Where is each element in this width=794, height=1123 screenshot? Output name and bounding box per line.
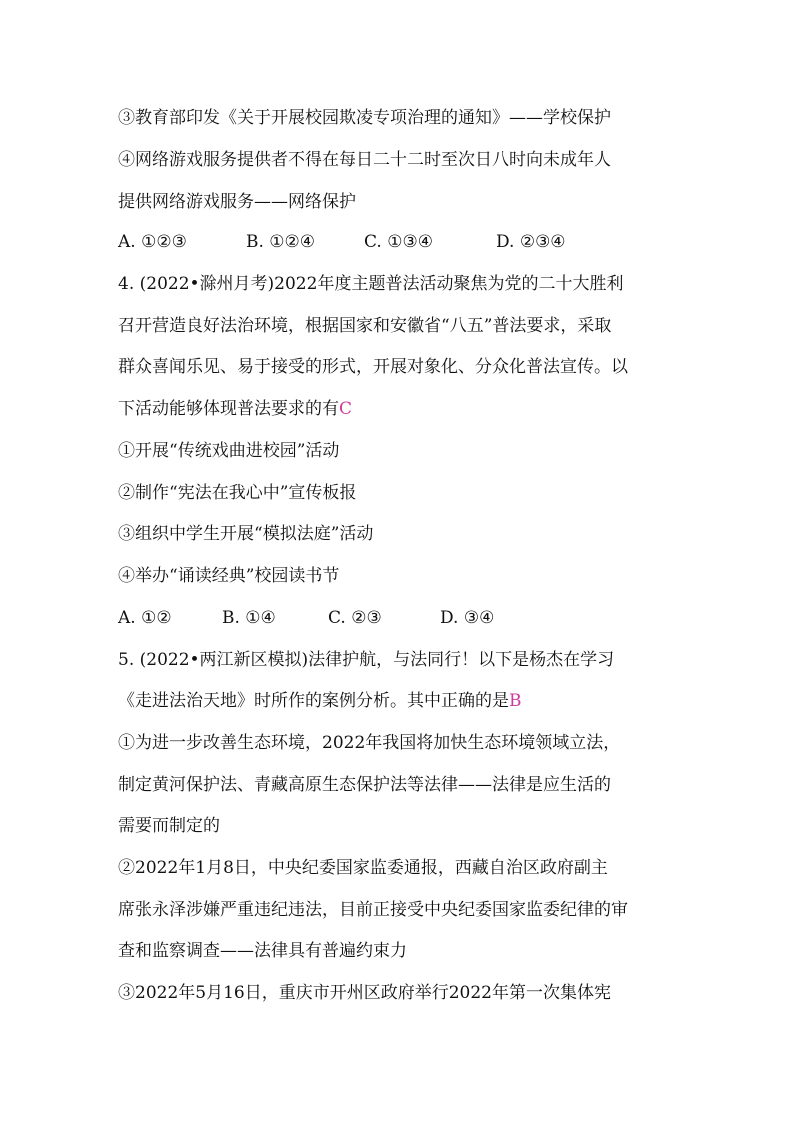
q4-option-c: C. ②③: [328, 608, 382, 628]
q4-stem-line-4: [118, 399, 352, 419]
q3-option-c: C. ①③④: [364, 232, 433, 252]
q5-stem-text: 《走进法治天地》时所作的案例分析。其中正确的是: [118, 691, 509, 711]
q3-option-a: A. ①②③: [118, 232, 187, 252]
q4-option-a: A. ①②: [118, 608, 172, 628]
q4-item-2: ②制作“宪法在我心中”宣传板报: [118, 483, 357, 503]
q3-item-3: ③教育部印发《关于开展校园欺凌专项治理的通知》——学校保护: [118, 108, 611, 128]
q4-stem-line-2: 召开营造良好法治环境，根据国家和安徽省“八五”普法要求，采取: [118, 316, 612, 336]
q3-item-4-line-2: 提供网络游戏服务——网络保护: [118, 192, 356, 212]
q4-item-1: ①开展“传统戏曲进校园”活动: [118, 441, 340, 461]
q5-item-1-line-1: ①为进一步改善生态环境，2022年我国将加快生态环境领域立法，: [118, 733, 621, 753]
q4-options: [118, 608, 494, 628]
q4-option-d: D. ③④: [440, 608, 495, 628]
q3-options: [118, 232, 566, 252]
q3-item-4-line-1: ④网络游戏服务提供者不得在每日二十二时至次日八时向未成年人: [118, 150, 611, 170]
q5-item-2-line-2: 席张永泽涉嫌严重违纪违法，目前正接受中央纪委国家监委纪律的审: [118, 900, 628, 920]
q5-item-2-line-3: 查和监察调查——法律具有普遍约束力: [118, 941, 407, 961]
q4-answer: C: [339, 399, 353, 419]
q4-item-3: ③组织中学生开展“模拟法庭”活动: [118, 524, 374, 544]
q5-answer: B: [509, 691, 522, 711]
q5-item-3-line-1: ③2022年5月16日，重庆市开州区政府举行2022年第一次集体宪: [118, 983, 611, 1003]
q5-item-1-line-3: 需要而制定的: [118, 816, 220, 836]
q4-option-b: B. ①④: [222, 608, 276, 628]
q5-item-1-line-2: 制定黄河保护法、青藏高原生态保护法等法律——法律是应生活的: [118, 775, 611, 795]
q4-stem-line-3: 群众喜闻乐见、易于接受的形式，开展对象化、分众化普法宣传。以: [118, 357, 628, 377]
q5-stem-line-1: 5. (2022•两江新区模拟)法律护航，与法同行！以下是杨杰在学习: [118, 650, 615, 670]
q4-stem-line-1: 4. (2022•滁州月考)2022年度主题普法活动聚焦为党的二十大胜利: [118, 274, 624, 294]
q3-option-b: B. ①②④: [246, 232, 316, 252]
q5-item-2-line-1: ②2022年1月8日，中央纪委国家监委通报，西藏自治区政府副主: [118, 858, 608, 878]
q5-stem-line-2: [118, 691, 522, 711]
q4-item-4: ④举办“诵读经典”校园读书节: [118, 566, 340, 586]
q4-stem-text: 下活动能够体现普法要求的有: [118, 399, 339, 419]
q3-option-d: D. ②③④: [496, 232, 566, 252]
